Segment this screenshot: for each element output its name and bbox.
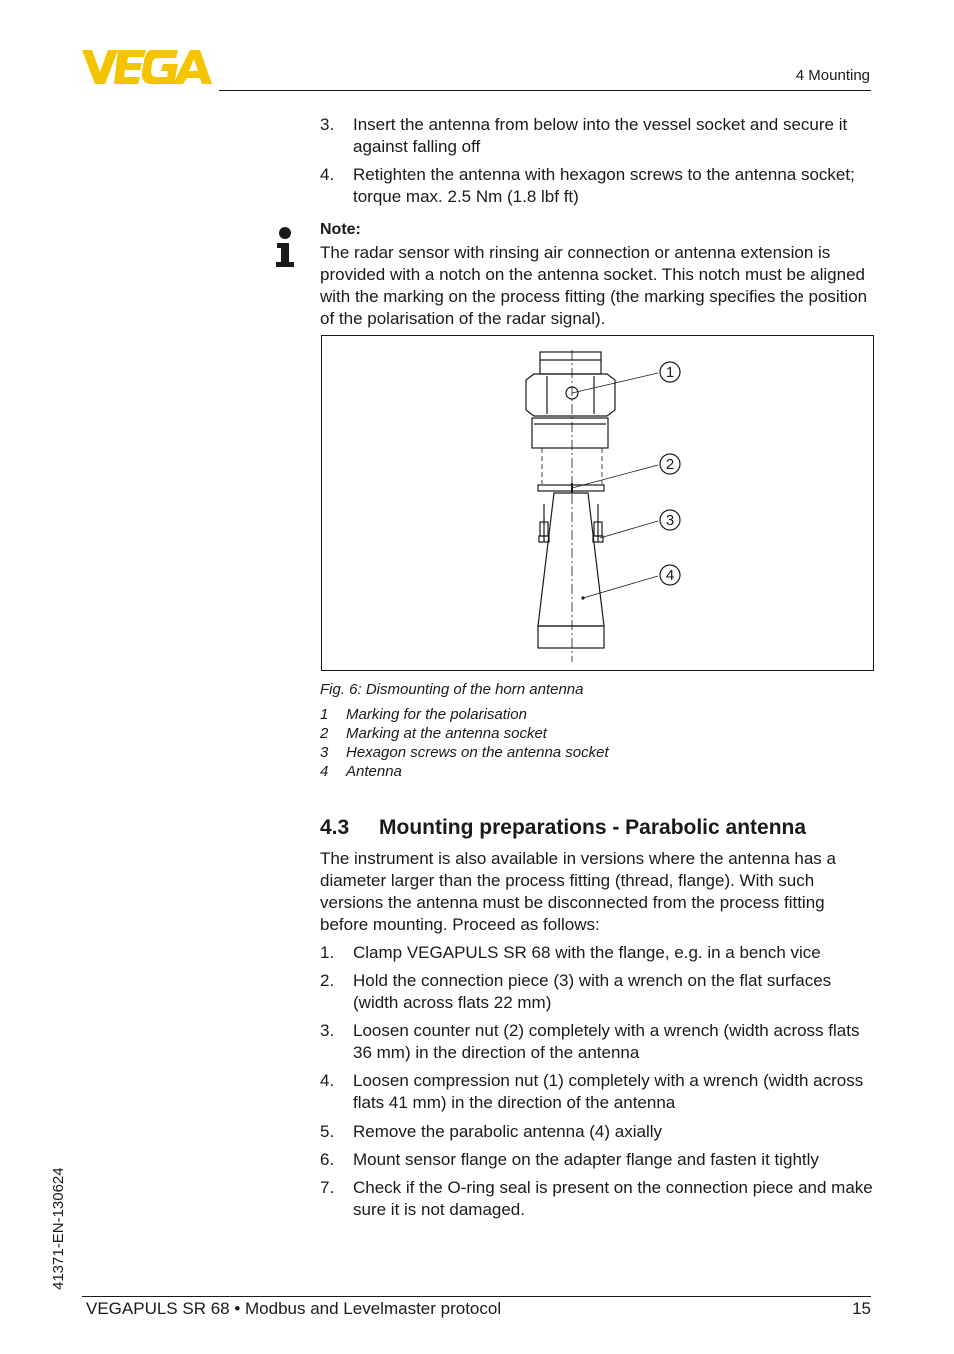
step-text: Clamp VEGAPULS SR 68 with the flange, e.g. in a bench vice xyxy=(353,943,821,962)
step-text: Hold the connection piece (3) with a wrench on the flat surfaces (width across flats 22 mm) xyxy=(353,971,832,1012)
horn-antenna-drawing xyxy=(322,336,875,672)
section-intro: The instrument is also available in versions where the antenna has a diameter larger than the process fitting (thread, flange). With such versions the antenna must be disconnected from the process fitting before mounting. Proceed as follows: xyxy=(320,849,836,934)
vega-logo xyxy=(82,50,212,84)
list-item xyxy=(320,1149,875,1171)
info-icon xyxy=(274,226,296,268)
header-section-label: 4 Mounting xyxy=(795,67,870,84)
step-text: Retighten the antenna with hexagon screws to the antenna socket; torque max. 2.5 Nm (1.8 lbf ft) xyxy=(353,165,855,206)
section-number: 4.3 xyxy=(320,816,350,839)
list-item xyxy=(320,1020,875,1064)
legend-number: 3 xyxy=(320,744,329,761)
figure-caption: Fig. 6: Dismounting of the horn antenna xyxy=(320,681,584,698)
legend-number: 4 xyxy=(320,763,329,780)
step-number: 7. xyxy=(320,1178,335,1197)
footer-divider xyxy=(82,1296,871,1297)
step-number: 2. xyxy=(320,971,335,990)
list-item xyxy=(320,1121,875,1143)
list-item xyxy=(320,970,875,1014)
legend-number: 1 xyxy=(320,706,329,723)
section-heading xyxy=(320,816,806,840)
step-text: Check if the O-ring seal is present on the connection piece and make sure it is not damaged. xyxy=(353,1178,873,1219)
step-text: Loosen counter nut (2) completely with a wrench (width across flats 36 mm) in the direction of the antenna xyxy=(353,1021,860,1062)
step-text: Remove the parabolic antenna (4) axially xyxy=(353,1122,663,1141)
footer-title: VEGAPULS SR 68 • Modbus and Levelmaster protocol xyxy=(86,1299,502,1318)
legend-text: Marking for the polarisation xyxy=(346,706,527,723)
callout-2: 2 xyxy=(665,456,675,473)
section-title: Mounting preparations - Parabolic antenna xyxy=(379,816,807,839)
list-item xyxy=(320,164,875,208)
step-number: 3. xyxy=(320,115,335,134)
step-number: 4. xyxy=(320,165,335,184)
legend-text: Antenna xyxy=(346,763,402,780)
step-text: Mount sensor flange on the adapter flange and fasten it tightly xyxy=(353,1150,819,1169)
callout-4: 4 xyxy=(665,567,675,584)
list-item xyxy=(320,114,875,158)
step-number: 4. xyxy=(320,1071,335,1090)
list-item xyxy=(320,942,875,964)
callout-3: 3 xyxy=(665,512,675,529)
list-item xyxy=(320,1070,875,1114)
document-code: 41371-EN-130624 xyxy=(50,1167,67,1290)
step-number: 3. xyxy=(320,1021,335,1040)
step-text: Insert the antenna from below into the vessel socket and secure it against falling off xyxy=(353,115,848,156)
step-number: 5. xyxy=(320,1122,335,1141)
header-divider xyxy=(219,90,871,91)
note-title: Note: xyxy=(320,221,361,238)
list-item xyxy=(320,1177,875,1221)
step-number: 6. xyxy=(320,1150,335,1169)
step-text: Loosen compression nut (1) completely with a wrench (width across flats 41 mm) in the direction of the antenna xyxy=(353,1071,864,1112)
callout-1: 1 xyxy=(665,364,675,381)
figure-horn-antenna xyxy=(321,335,874,671)
step-number: 1. xyxy=(320,943,335,962)
legend-text: Marking at the antenna socket xyxy=(346,725,547,742)
note-text: The radar sensor with rinsing air connection or antenna extension is provided with a notch on the antenna socket. This notch must be aligned with the marking on the process fitting (the marking specifies the position of the polarisation of the radar signal). xyxy=(320,243,868,328)
page-number: 15 xyxy=(852,1299,871,1318)
legend-number: 2 xyxy=(320,725,329,742)
legend-text: Hexagon screws on the antenna socket xyxy=(346,744,609,761)
